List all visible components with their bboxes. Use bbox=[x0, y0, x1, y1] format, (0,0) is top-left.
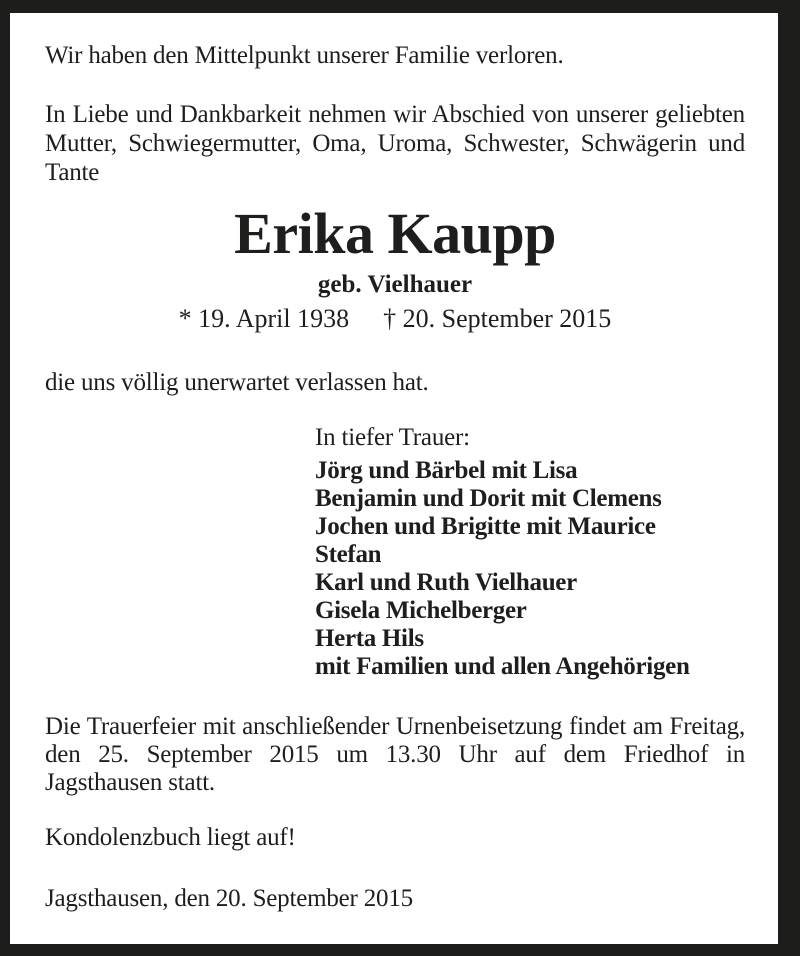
obituary-paper bbox=[10, 13, 778, 944]
mourner-line: Jörg und Bärbel mit Lisa bbox=[315, 457, 578, 484]
deceased-block bbox=[45, 203, 745, 335]
mourning-heading: In tiefer Trauer: bbox=[315, 424, 470, 451]
death-date: † 20. September 2015 bbox=[383, 304, 612, 333]
deceased-name: Erika Kaupp bbox=[234, 201, 556, 266]
condolence-line: Kondolenzbuch liegt auf! bbox=[45, 824, 296, 851]
mourner-line: mit Familien und allen Angehörigen bbox=[315, 653, 690, 680]
mourner-line: Stefan bbox=[315, 541, 382, 568]
loss-line: die uns völlig unerwartet verlassen hat. bbox=[45, 369, 429, 396]
obituary-content bbox=[10, 13, 745, 913]
mourning-block bbox=[315, 423, 745, 681]
mourner-line: Herta Hils bbox=[315, 625, 424, 652]
intro-line: Wir haben den Mittelpunkt unserer Familie verloren. bbox=[45, 42, 564, 69]
life-dates bbox=[45, 303, 745, 335]
mourner-line: Karl und Ruth Vielhauer bbox=[315, 569, 577, 596]
dateline: Jagsthausen, den 20. September 2015 bbox=[45, 885, 413, 912]
farewell-paragraph: In Liebe und Dankbarkeit nehmen wir Abschied von unserer geliebten Mutter, Schwiegermutter, Oma, Uroma, Schwester, Schwägerin und Tante bbox=[45, 101, 745, 186]
funeral-paragraph: Die Trauerfeier mit anschließender Urnenbeisetzung findet am Freitag, den 25. September 2015 um 13.30 Uhr auf dem Friedhof in Jagsthausen statt. bbox=[45, 713, 745, 796]
mourner-line: Jochen und Brigitte mit Maurice bbox=[315, 513, 656, 540]
mourner-line: Gisela Michelberger bbox=[315, 597, 527, 624]
maiden-name: geb. Vielhauer bbox=[317, 271, 473, 298]
birth-date: * 19. April 1938 bbox=[178, 304, 350, 333]
mourner-line: Benjamin und Dorit mit Clemens bbox=[315, 485, 662, 512]
